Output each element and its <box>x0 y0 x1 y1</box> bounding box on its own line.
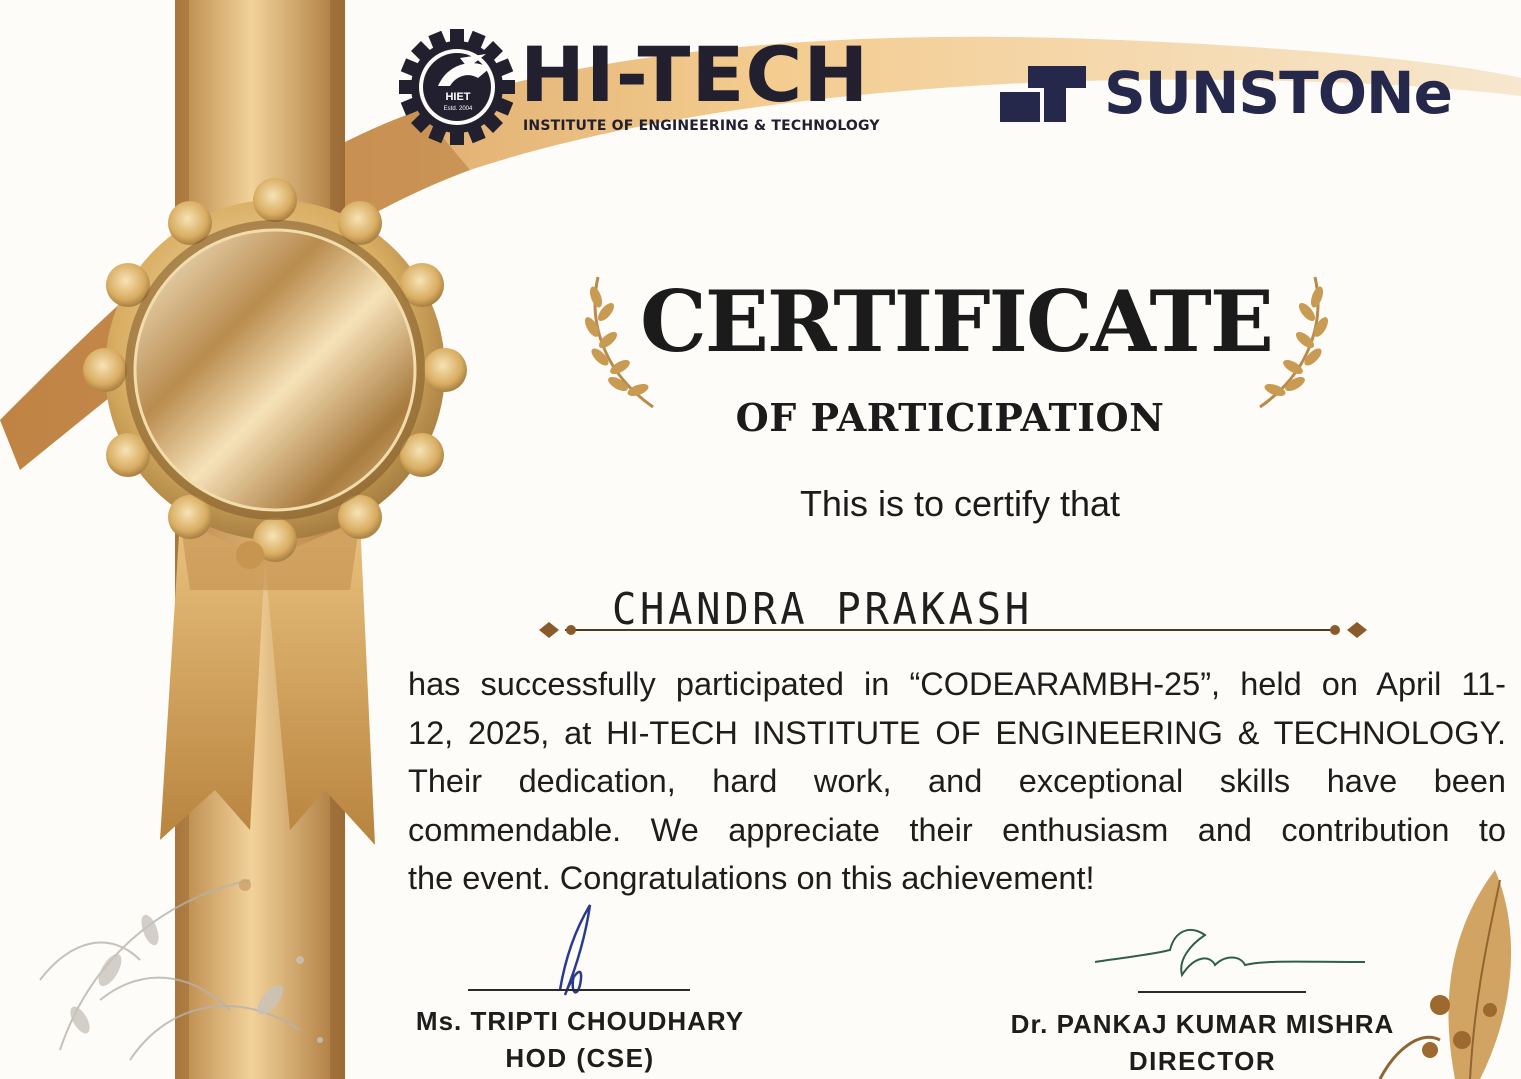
signature-line-left <box>468 989 690 991</box>
certify-intro: This is to certify that <box>799 483 1121 524</box>
certificate-subtitle: OF PARTICIPATION <box>735 395 1165 440</box>
sunstone-mark-icon <box>1000 66 1090 122</box>
hiet-badge: HIET <box>445 91 471 103</box>
hitech-subtitle: INSTITUTE OF ENGINEERING & TECHNOLOGY <box>523 118 880 134</box>
recipient-name: CHANDRA PRAKASH <box>612 584 1033 635</box>
sunstone-logo <box>1000 60 1480 130</box>
body-line: Their dedication, hard work, and exceptional skills have been <box>408 763 1506 799</box>
signatory-right-role: DIRECTOR <box>1128 1046 1277 1076</box>
body-line: 12, 2025, at HI-TECH INSTITUTE OF ENGINEERING & TECHNOLOGY. <box>408 714 1506 751</box>
certificate-title: CERTIFICATE <box>640 272 1272 371</box>
hitech-logo <box>398 28 938 143</box>
signature-line-right <box>1138 991 1306 993</box>
sunstone-wordmark: SUNSTONe <box>1104 59 1452 127</box>
signatory-right-name: Dr. PANKAJ KUMAR MISHRA <box>1010 1009 1395 1039</box>
body-line: has successfully participated in “CODEARAMBH-25”, held on April 11- <box>408 666 1506 702</box>
body-line: commendable. We appreciate their enthusiasm and contribution to <box>408 811 1506 848</box>
logo-est-text: Estd. 2004 <box>443 106 473 112</box>
certificate-body <box>408 660 1506 903</box>
gear-icon <box>398 28 516 146</box>
body-line: the event. Congratulations on this achievement! <box>408 860 1095 896</box>
hitech-title: HI-TECH <box>520 30 870 119</box>
signatory-left-name: Ms. TRIPTI CHOUDHARY <box>415 1006 745 1036</box>
signatory-left-role: HOD (CSE) <box>505 1043 655 1073</box>
